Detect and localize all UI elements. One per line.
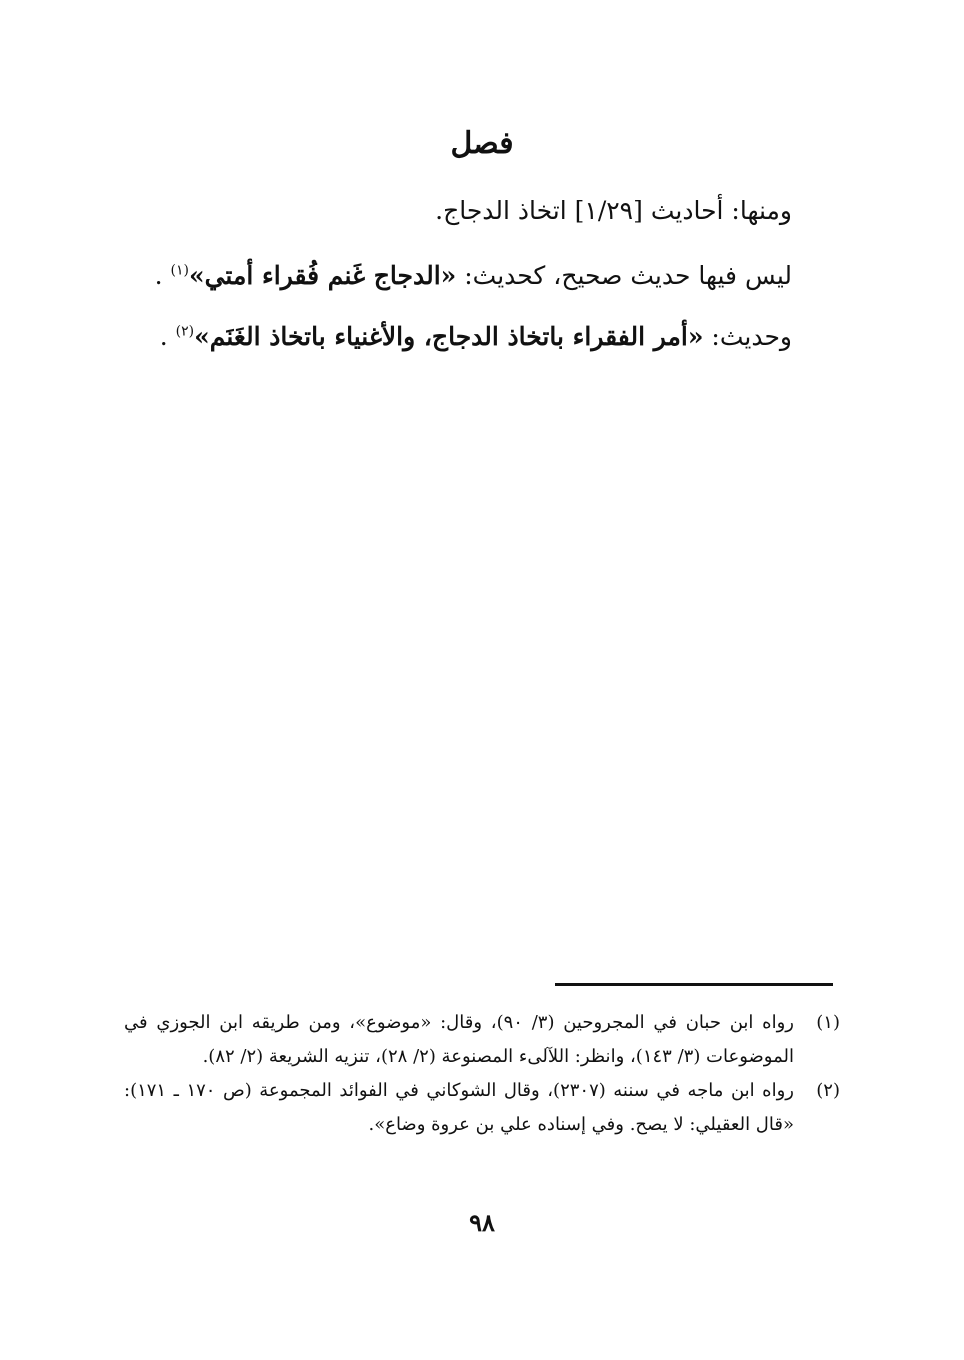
body-line-1: ومنها: أحاديث [١/٢٩] اتخاذ الدجاج. [435,196,792,225]
body-line-3-end: . [159,322,176,351]
footnote-2 [124,1074,840,1142]
footnote-ref-1: (١) [170,262,189,279]
footnote-number: (٢) [816,1080,840,1101]
footnote-ref-2: (٢) [175,323,195,340]
footnote-1 [124,1006,840,1074]
footnote-text: رواه ابن حبان في المجروحين (٣/ ٩٠)، وقال: «موضوع»، ومن طريقه ابن الجوزي في الموضوعات (٣/ ١٤٣)، وانظر: اللآلىء المصنوعة (٢/ ٢٨)، تنزيه الشريعة (٢/ ٨٢). [124,1012,794,1067]
footnote-number: (١) [816,1012,840,1033]
hadith-quote-2: «أمر الفقراء باتخاذ الدجاج، والأغنياء باتخاذ الغَنَم» [194,322,704,351]
body-line-2 [112,259,792,293]
body-line-3-intro: وحديث: [703,322,792,351]
body-line-2-intro: ليس فيها حديث صحيح، كحديث: [456,261,792,290]
page-number: ٩٨ [469,1208,495,1237]
footnotes [124,1006,840,1142]
hadith-quote-1: «الدجاج غَنم فُقراء أمتي» [188,261,457,290]
section-title: فصل [450,126,514,161]
footnote-separator [555,983,833,986]
body-line-2-end: . [154,261,171,290]
body-line-3 [112,320,792,354]
footnote-text: رواه ابن ماجه في سننه (٢٣٠٧)، وقال الشوكاني في الفوائد المجموعة (ص ١٧٠ ـ ١٧١): «قال العقيلي: لا يصح. وفي إسناده علي بن عروة وضاع». [124,1080,795,1135]
